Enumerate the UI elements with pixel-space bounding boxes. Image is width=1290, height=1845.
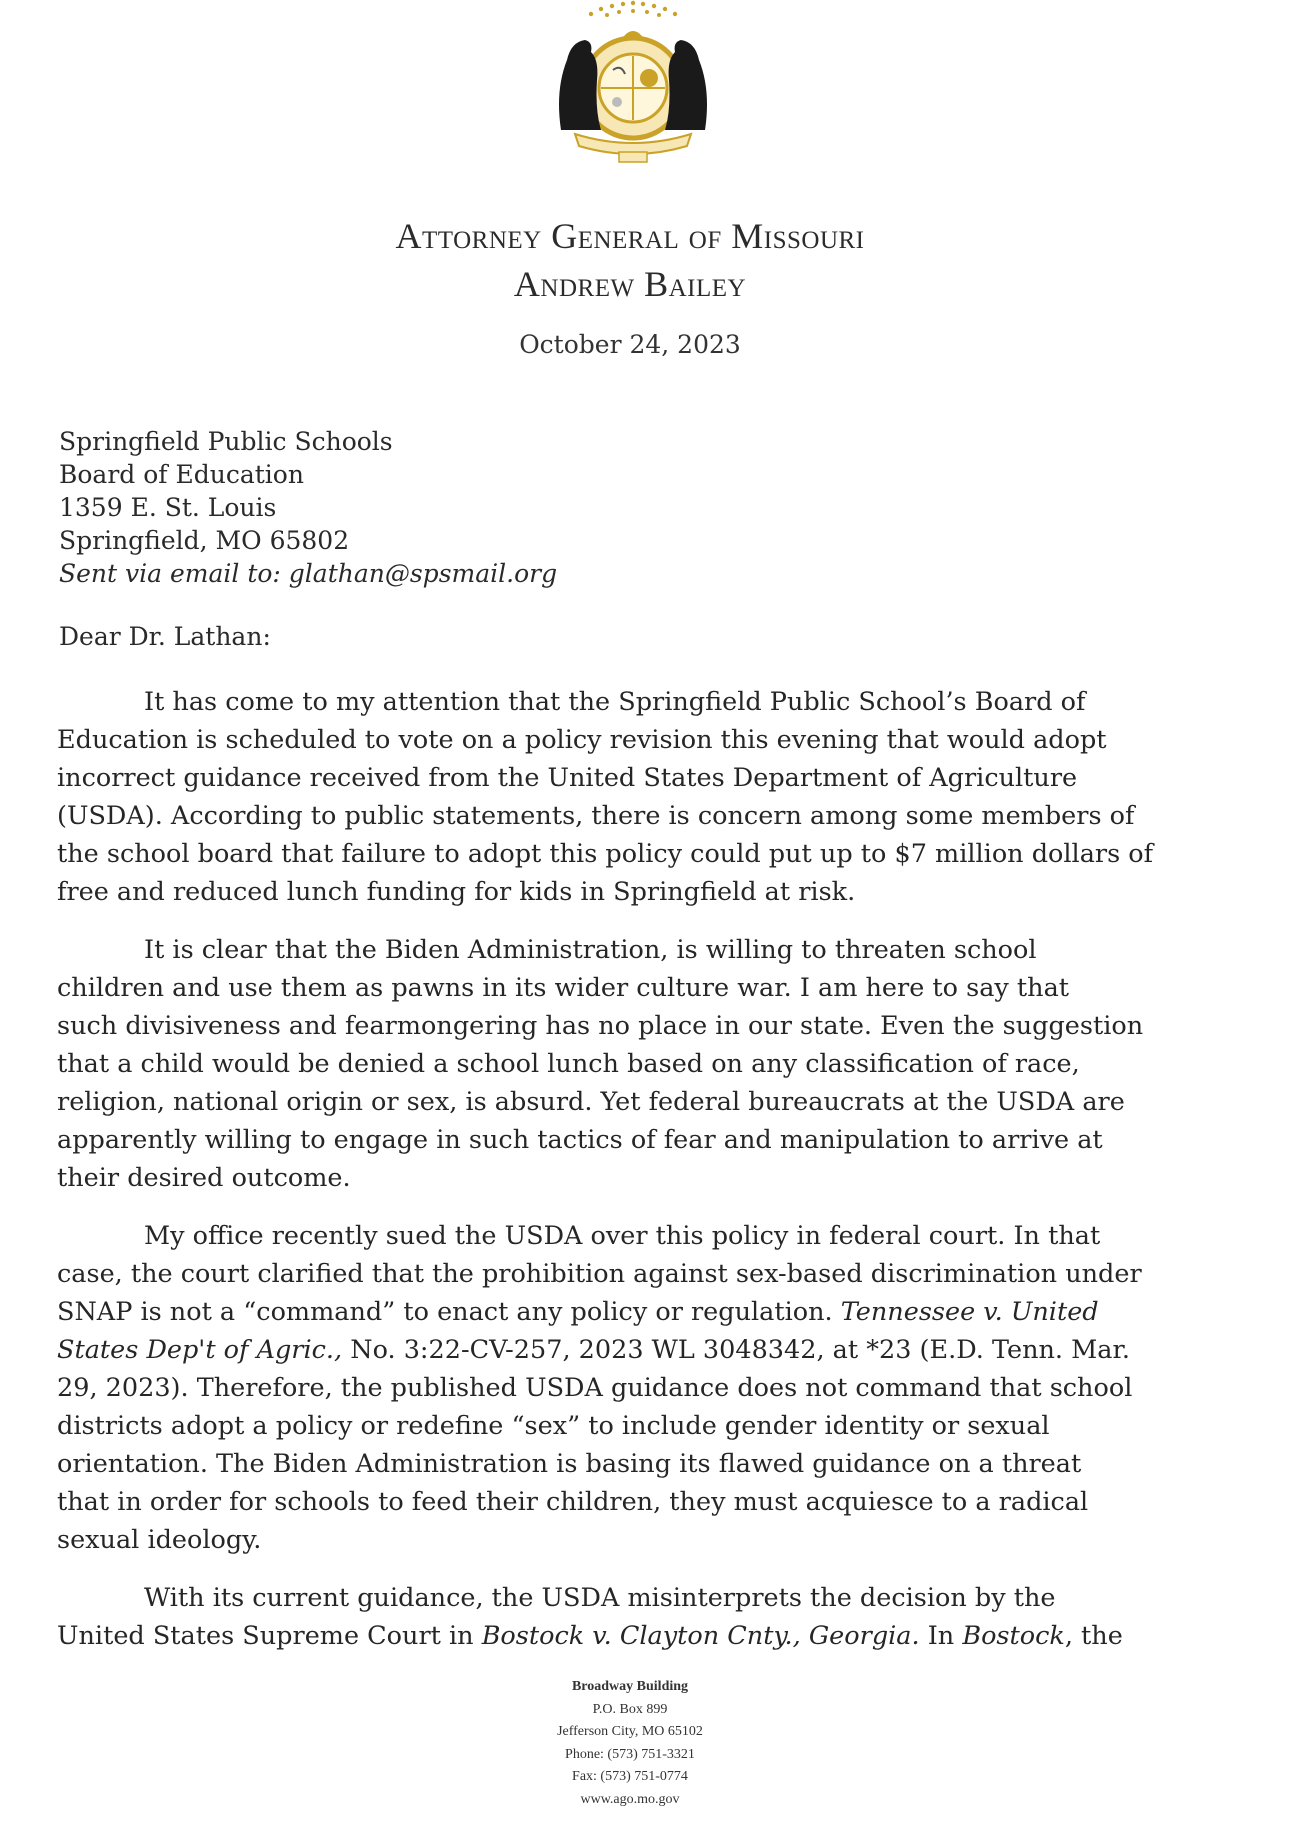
body-line: sexual ideology. bbox=[57, 1525, 262, 1555]
paragraph-1 bbox=[57, 683, 1207, 911]
recipient-line: Board of Education bbox=[59, 460, 304, 489]
body-line: My office recently sued the USDA over this policy in federal court. In that bbox=[144, 1221, 1101, 1251]
body-line: religion, national origin or sex, is absurd. Yet federal bureaucrats at the USDA are bbox=[57, 1087, 1125, 1117]
recipient-line: 1359 E. St. Louis bbox=[59, 493, 277, 522]
body-text: SNAP is not a “command” to enact any policy or regulation. bbox=[57, 1297, 841, 1327]
body-line: that a child would be denied a school lunch based on any classification of race, bbox=[57, 1049, 1080, 1079]
footer-fax: Fax: (573) 751-0774 bbox=[572, 1769, 688, 1784]
recipient-email-line: Sent via email to: glathan@spsmail.org bbox=[59, 559, 558, 588]
body-text: United States Supreme Court in bbox=[57, 1621, 482, 1651]
footer-building: Broadway Building bbox=[571, 1679, 689, 1694]
body-line: incorrect guidance received from the United States Department of Agriculture bbox=[57, 763, 1078, 793]
case-citation: Bostock bbox=[962, 1621, 1065, 1651]
recipient-address bbox=[59, 425, 557, 590]
body-line: such divisiveness and fearmongering has no place in our state. Even the suggestion bbox=[57, 1011, 1144, 1041]
attorney-general-name: Andrew Bailey bbox=[513, 264, 747, 304]
body-line: 29, 2023). Therefore, the published USDA guidance does not command that school bbox=[57, 1373, 1133, 1403]
recipient-line: Springfield, MO 65802 bbox=[59, 526, 350, 555]
office-title: Attorney General of Missouri bbox=[395, 216, 865, 256]
body-text: In bbox=[919, 1621, 963, 1651]
body-line: It has come to my attention that the Springfield Public School’s Board of bbox=[144, 687, 1086, 717]
paragraph-4 bbox=[57, 1579, 1207, 1655]
missouri-state-seal-icon bbox=[551, 0, 715, 170]
body-line: children and use them as pawns in its wider culture war. I am here to say that bbox=[57, 973, 1070, 1003]
case-citation: Bostock v. Clayton Cnty., Georgia. bbox=[481, 1621, 920, 1651]
body-line bbox=[57, 1293, 1207, 1331]
salutation: Dear Dr. Lathan: bbox=[59, 622, 271, 651]
case-citation: States Dep't of Agric., bbox=[57, 1335, 343, 1365]
letter-date: October 24, 2023 bbox=[519, 330, 741, 359]
paragraph-2 bbox=[57, 931, 1207, 1197]
letterhead bbox=[0, 212, 1260, 308]
body-text: No. 3:22-CV-257, 2023 WL 3048342, at *23 (E.D. Tenn. Mar. bbox=[342, 1335, 1130, 1365]
body-line: It is clear that the Biden Administration, is willing to threaten school bbox=[144, 935, 1037, 965]
body-line: With its current guidance, the USDA misinterprets the decision by the bbox=[144, 1583, 1056, 1613]
case-citation: Tennessee v. United bbox=[840, 1297, 1099, 1327]
body-line: that in order for schools to feed their children, they must acquiesce to a radical bbox=[57, 1487, 1089, 1517]
paragraph-3 bbox=[57, 1217, 1207, 1559]
body-line bbox=[57, 1331, 1207, 1369]
footer-website: www.ago.mo.gov bbox=[580, 1791, 680, 1807]
body-line: free and reduced lunch funding for kids in Springfield at risk. bbox=[57, 877, 856, 907]
body-line: their desired outcome. bbox=[57, 1163, 351, 1193]
body-line: (USDA). According to public statements, there is concern among some members of bbox=[57, 801, 1135, 831]
body-text: , the bbox=[1064, 1621, 1123, 1651]
body-line: districts adopt a policy or redefine “sex” to include gender identity or sexual bbox=[57, 1411, 1050, 1441]
footer-phone: Phone: (573) 751-3321 bbox=[565, 1746, 695, 1762]
body-line: the school board that failure to adopt this policy could put up to $7 million dollars of bbox=[57, 839, 1154, 869]
footer-city: Jefferson City, MO 65102 bbox=[557, 1724, 703, 1739]
footer-po-box: P.O. Box 899 bbox=[592, 1701, 668, 1717]
body-line: Education is scheduled to vote on a policy revision this evening that would adopt bbox=[57, 725, 1107, 755]
office-footer bbox=[0, 1676, 1260, 1811]
letter-body bbox=[57, 683, 1207, 1675]
body-line: orientation. The Biden Administration is basing its flawed guidance on a threat bbox=[57, 1449, 1082, 1479]
recipient-line: Springfield Public Schools bbox=[59, 427, 393, 456]
body-line: case, the court clarified that the prohibition against sex-based discrimination under bbox=[57, 1259, 1142, 1289]
body-line bbox=[57, 1617, 1207, 1655]
body-line: apparently willing to engage in such tactics of fear and manipulation to arrive at bbox=[57, 1125, 1103, 1155]
